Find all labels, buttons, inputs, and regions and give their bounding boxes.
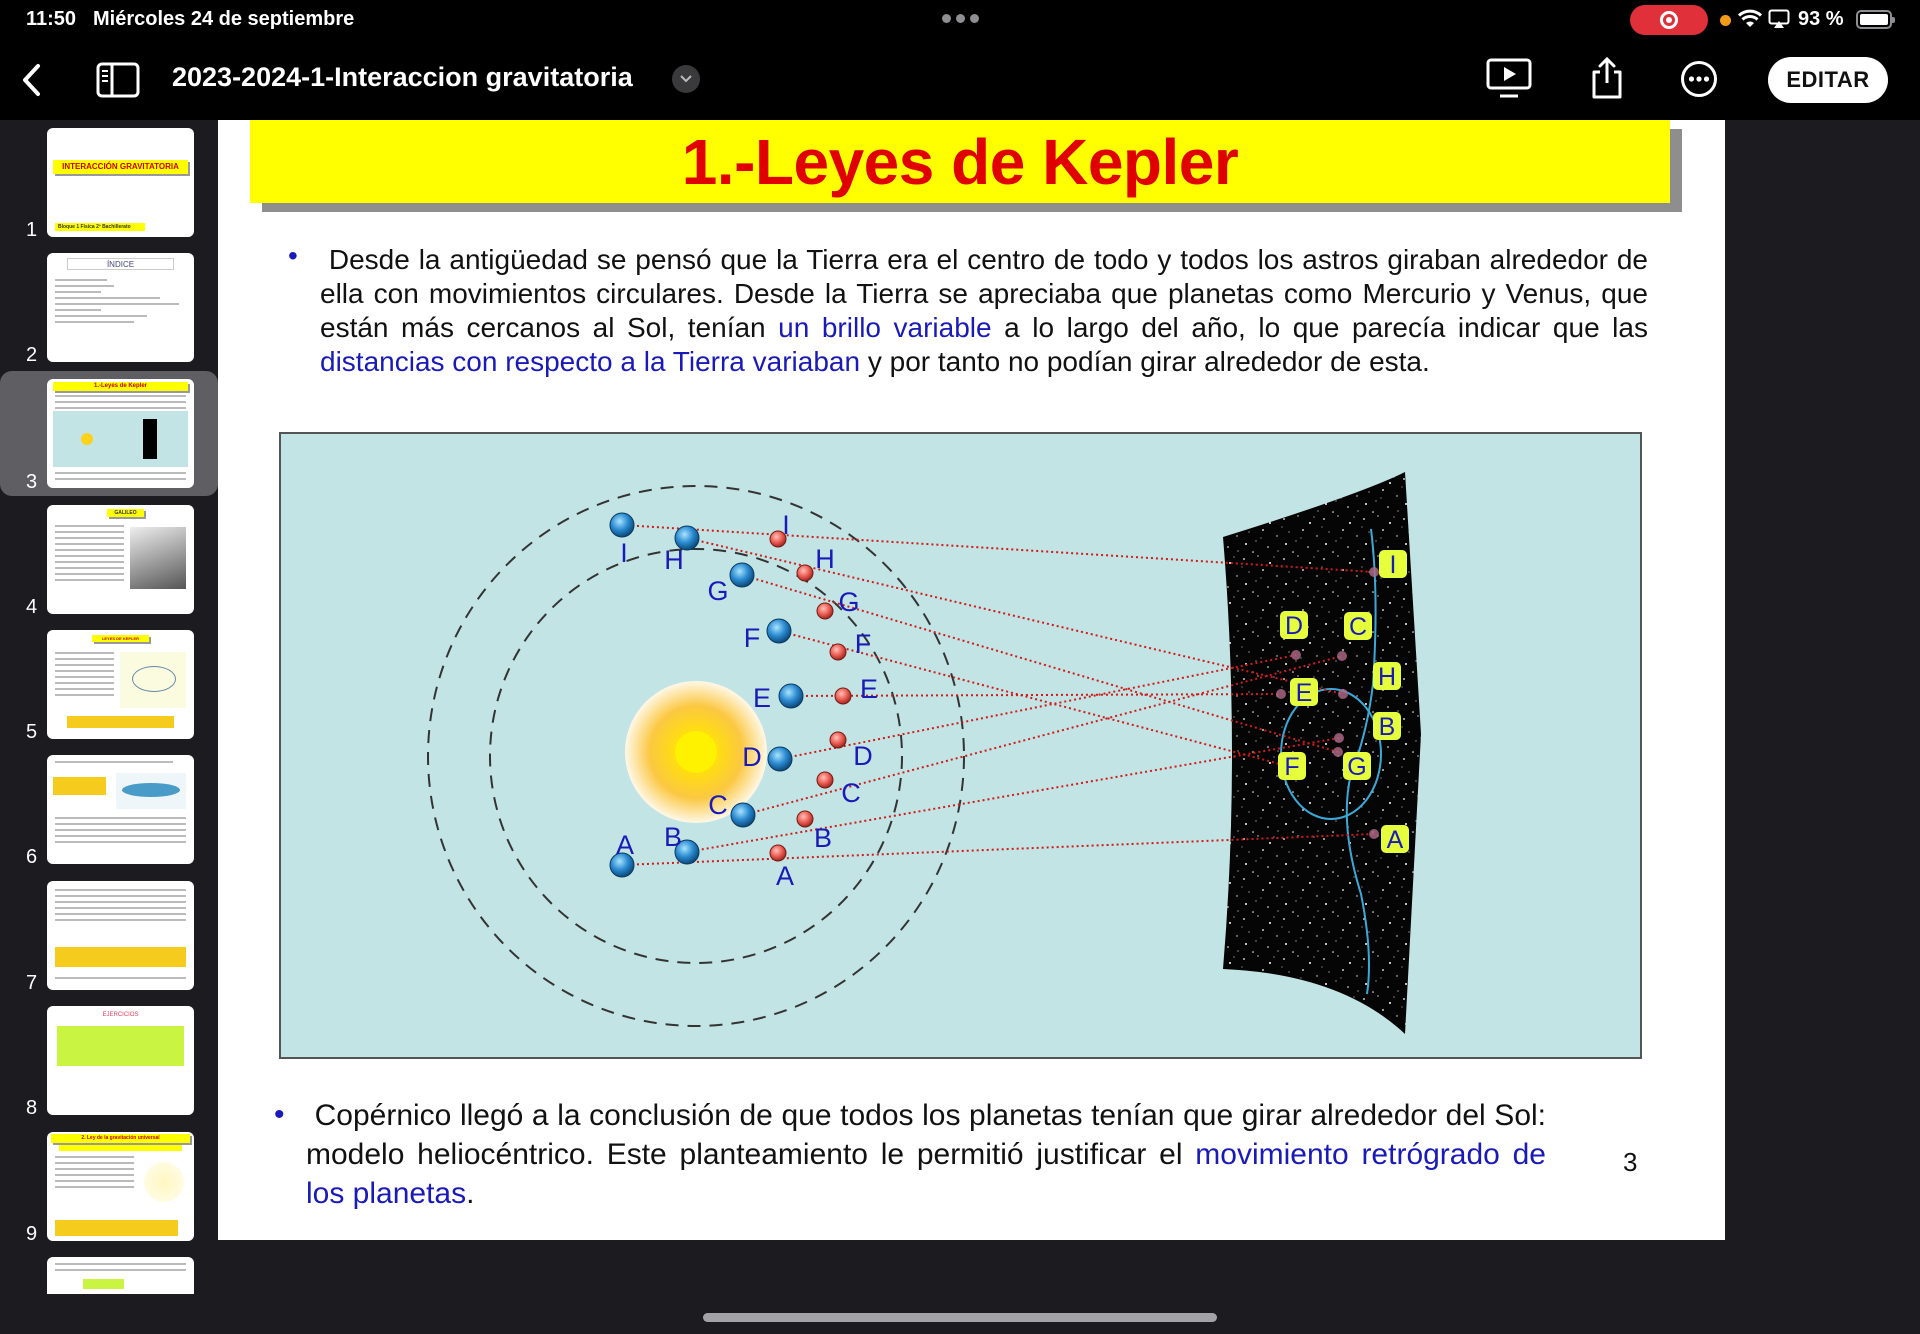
highlight-retrograde-motion: movimiento retrógrado de los planetas [306,1138,1546,1210]
thumbnail-title: ÍNDICE [67,258,174,270]
thumbnail-number: 9 [26,1223,38,1245]
thumbnail-number: 2 [26,344,38,366]
status-time: 11:50 [26,8,77,30]
slide-thumbnail-5[interactable] [0,622,218,746]
earth-icon [770,845,786,861]
slide-title-banner [250,120,1670,203]
sun-core [675,731,717,773]
inner-planet-label: E [752,683,772,713]
bullet-icon: • [274,1098,285,1131]
earth-label: C [841,778,861,808]
slide-title: 1.-Leyes de Kepler [681,125,1239,198]
paragraph-text: Copérnico llegó a la conclusión de que todos los planetas tenían que girar alrededor del Sol: modelo heliocéntrico. Este planteamiento le permitió justificar el [306,1099,1547,1171]
inner-planet-label: A [615,830,635,860]
slide-thumbnail-8[interactable] [0,998,218,1122]
inner-planet-icon [610,513,634,537]
sky-label: H [1377,663,1397,691]
paragraph-text: . [466,1177,475,1210]
sky-point [1276,689,1286,699]
paragraph-text: Desde la antigüedad se pensó que la Tierra era el centro de todo y todos los astros giraban alrededor de ella con movimientos circulares. Desde la Tierra se apreciaba que planetas como Mercurio y Venus, que están más cercanos al Sol, tenían [320,244,1649,343]
inner-planet-icon [768,747,792,771]
retrograde-motion-diagram [279,432,1642,1059]
slide-page-number: 3 [1623,1147,1638,1177]
earth-label: E [859,674,879,704]
thumbnail-subtitle: Bloque 1 Física 2º Bachillerato [55,223,145,231]
sky-point [1337,651,1347,661]
edit-button[interactable]: EDITAR [1768,57,1888,103]
screen-recording-icon[interactable] [1630,5,1708,35]
inner-planet-label: C [708,790,728,820]
earth-label: I [782,510,790,540]
document-toolbar [0,40,1920,120]
diagram-svg [281,434,1644,1061]
status-date: Miércoles 24 de septiembre [93,8,355,30]
play-presentation-icon[interactable] [1486,58,1532,100]
earth-icon [835,688,851,704]
thumbnail-number: 6 [26,846,38,868]
slide-thumbnail-1[interactable] [0,120,218,244]
inner-planet-label: I [620,538,628,568]
wifi-icon [1737,7,1763,29]
sky-label: F [1284,753,1300,781]
earth-label: A [775,861,795,891]
inner-planet-icon [767,619,791,643]
inner-planet-icon [779,684,803,708]
paragraph-heliocentric [306,1096,1546,1213]
slide-thumbnail-4[interactable] [0,497,218,621]
slide-thumbnail-list[interactable] [0,120,218,1294]
inner-planet-icon [731,803,755,827]
paragraph-geocentric [320,243,1648,379]
more-options-icon[interactable] [1680,60,1718,98]
battery-icon [1856,10,1892,29]
thumbnail-card[interactable] [47,128,194,237]
thumbnail-title: 2. Ley de la gravitación universal [51,1134,190,1143]
slide-thumbnail-10[interactable] [0,1249,218,1294]
sky-point [1291,650,1301,660]
thumbnail-title: INTERACCIÓN GRAVITATORIA [53,160,188,174]
earth-icon [830,732,846,748]
thumbnail-card[interactable] [47,881,194,990]
sky-point [1333,747,1343,757]
share-icon[interactable] [1590,56,1624,100]
sky-label: B [1378,713,1396,741]
battery-percent: 93 % [1798,8,1844,30]
mic-indicator-icon [1720,15,1731,26]
slide-thumbnail-3[interactable] [0,371,218,496]
sidebar-toggle-icon[interactable] [96,62,140,98]
earth-icon [797,811,813,827]
thumbnail-title: LEYES DE KEPLER [92,635,149,642]
thumbnail-title: GALILEO [107,509,144,517]
thumbnail-card[interactable] [47,505,194,614]
thumbnail-number: 3 [26,471,38,493]
earth-label: G [838,587,860,617]
title-menu-chevron-icon[interactable] [672,65,700,93]
thumbnail-card[interactable] [47,755,194,864]
thumbnail-number: 7 [26,972,38,994]
back-icon[interactable] [18,60,44,100]
sky-point [1334,733,1344,743]
highlight-variable-brightness: un brillo variable [778,312,992,343]
earth-label: B [813,823,833,853]
sky-point [1369,567,1379,577]
thumbnail-card[interactable] [47,253,194,362]
home-indicator[interactable] [703,1313,1217,1322]
sky-label: I [1389,551,1397,579]
sky-point [1338,689,1348,699]
earth-icon [797,565,813,581]
thumbnail-card[interactable] [47,1132,194,1241]
slide-thumbnail-2[interactable] [0,245,218,369]
earth-icon [830,644,846,660]
thumbnail-number: 8 [26,1097,38,1119]
airplay-icon [1768,9,1790,29]
earth-icon [817,603,833,619]
earth-label: F [854,629,872,659]
slide-thumbnail-9[interactable] [0,1124,218,1248]
slide-canvas[interactable] [218,120,1725,1240]
bullet-icon: • [288,240,298,271]
inner-planet-label: B [663,822,683,852]
thumbnail-number: 5 [26,721,38,743]
inner-planet-icon [730,563,754,587]
sky-label: D [1284,612,1304,640]
thumbnail-card[interactable] [47,1006,194,1115]
slide-thumbnail-7[interactable] [0,873,218,997]
thumbnail-card[interactable] [47,379,194,488]
status-bar [0,0,1920,40]
sky-label: C [1348,613,1368,641]
thumbnail-card[interactable] [47,1257,194,1294]
paragraph-text: y por tanto no podían girar alrededor de esta. [860,346,1430,377]
thumbnail-number: 1 [26,219,38,241]
sky-label: A [1386,826,1404,854]
paragraph-text: a lo largo del año, lo que parecía indicar que las [991,312,1648,343]
earth-label: D [853,741,873,771]
sky-label: E [1295,679,1313,707]
highlight-varying-distances: distancias con respecto a la Tierra variaban [320,346,861,377]
sky-point [1369,829,1379,839]
multitasking-dots-icon[interactable] [942,14,979,23]
thumbnail-title: EJERCICIOS [102,1012,139,1018]
inner-planet-label: G [707,576,729,606]
inner-planet-label: D [742,742,762,772]
earth-icon [817,772,833,788]
slide-thumbnail-6[interactable] [0,747,218,871]
sky-label: G [1347,753,1367,781]
earth-label: H [815,544,835,574]
thumbnail-number: 4 [26,596,38,618]
inner-planet-label: H [664,545,684,575]
inner-planet-label: F [743,623,761,653]
thumbnail-title: 1.-Leyes de Kepler [53,382,188,391]
thumbnail-card[interactable] [47,630,194,739]
document-title[interactable]: 2023-2024-1-Interaccion gravitatoria [172,62,633,92]
